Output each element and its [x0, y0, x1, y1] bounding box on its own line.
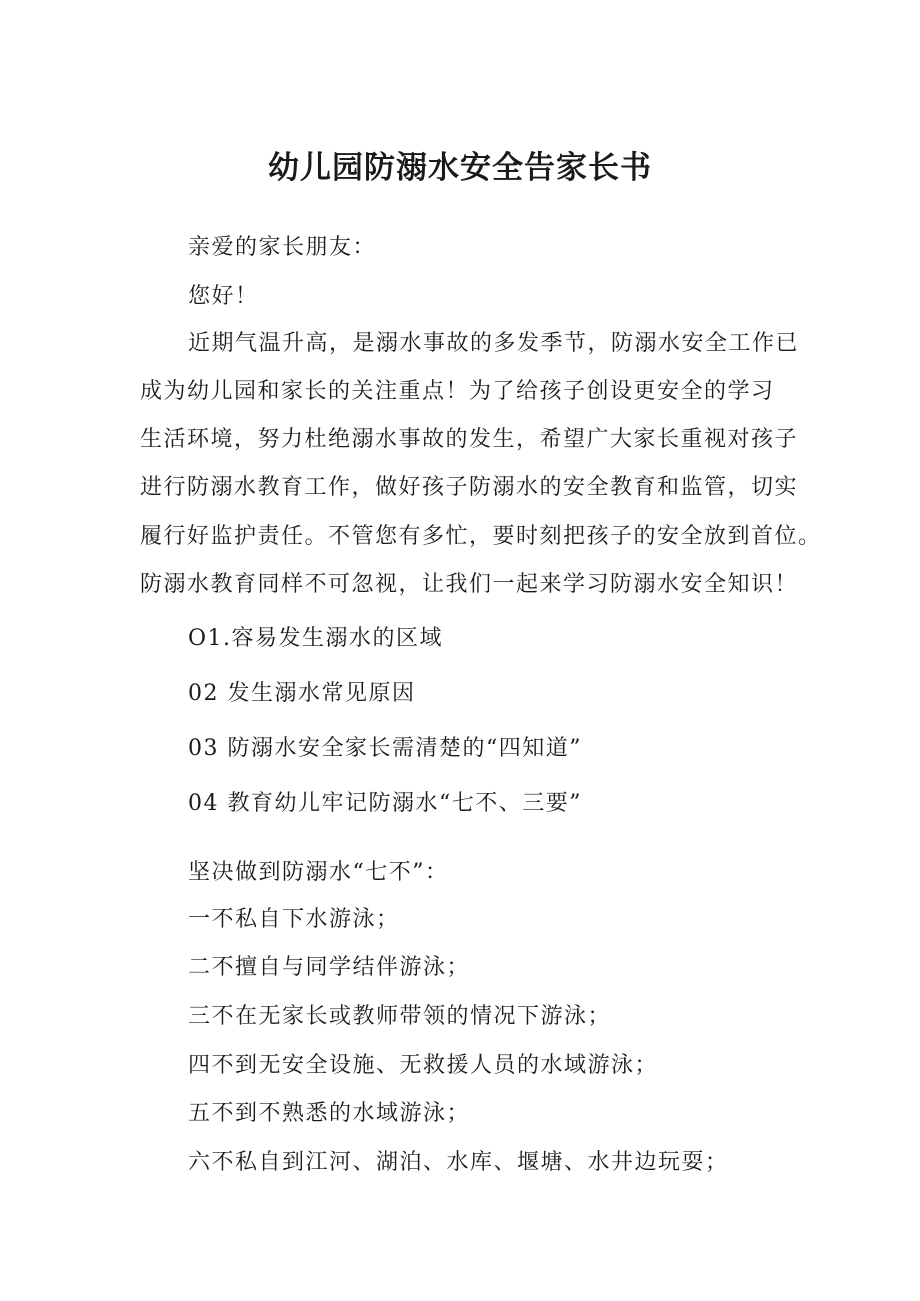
intro-line-1: 近期气温升高，是溺水事故的多发季节，防溺水安全工作已	[188, 331, 800, 356]
seven-nots-item-3: 三不在无家长或教师带领的情况下游泳；	[188, 1004, 612, 1029]
section-heading-4: 04 教育幼儿牢记防溺水“七不、三要”	[188, 791, 582, 816]
intro-line-5: 履行好监护责任。不管您有多忙，要时刻把孩子的安全放到首位。	[140, 524, 822, 549]
intro-line-3: 生活环境，努力杜绝溺水事故的发生，希望广大家长重视对孩子	[140, 427, 799, 452]
salutation: 亲爱的家长朋友：	[188, 235, 377, 260]
document-title: 幼儿园防溺水安全告家长书	[268, 150, 652, 186]
seven-nots-heading: 坚决做到防溺水“七不”：	[188, 860, 449, 885]
seven-nots-item-4: 四不到无安全设施、无救援人员的水域游泳；	[188, 1053, 659, 1078]
intro-line-4: 进行防溺水教育工作，做好孩子防溺水的安全教育和监管，切实	[140, 475, 799, 500]
seven-nots-item-1: 一不私自下水游泳；	[188, 907, 400, 932]
seven-nots-item-5: 五不到不熟悉的水域游泳；	[188, 1101, 471, 1126]
section-heading-2: 02 发生溺水常见原因	[188, 681, 416, 706]
section-heading-3: 03 防溺水安全家长需清楚的“四知道”	[188, 736, 582, 761]
greeting: 您好！	[188, 284, 259, 309]
section-heading-1: O1.容易发生溺水的区域	[188, 626, 444, 651]
intro-line-2: 成为幼儿园和家长的关注重点！为了给孩子创设更安全的学习	[140, 379, 775, 404]
seven-nots-item-2: 二不擅自与同学结伴游泳；	[188, 955, 471, 980]
intro-line-6: 防溺水教育同样不可忽视，让我们一起来学习防溺水安全知识！	[140, 572, 799, 597]
seven-nots-item-6: 六不私自到江河、湖泊、水库、堰塘、水井边玩耍；	[188, 1150, 729, 1175]
